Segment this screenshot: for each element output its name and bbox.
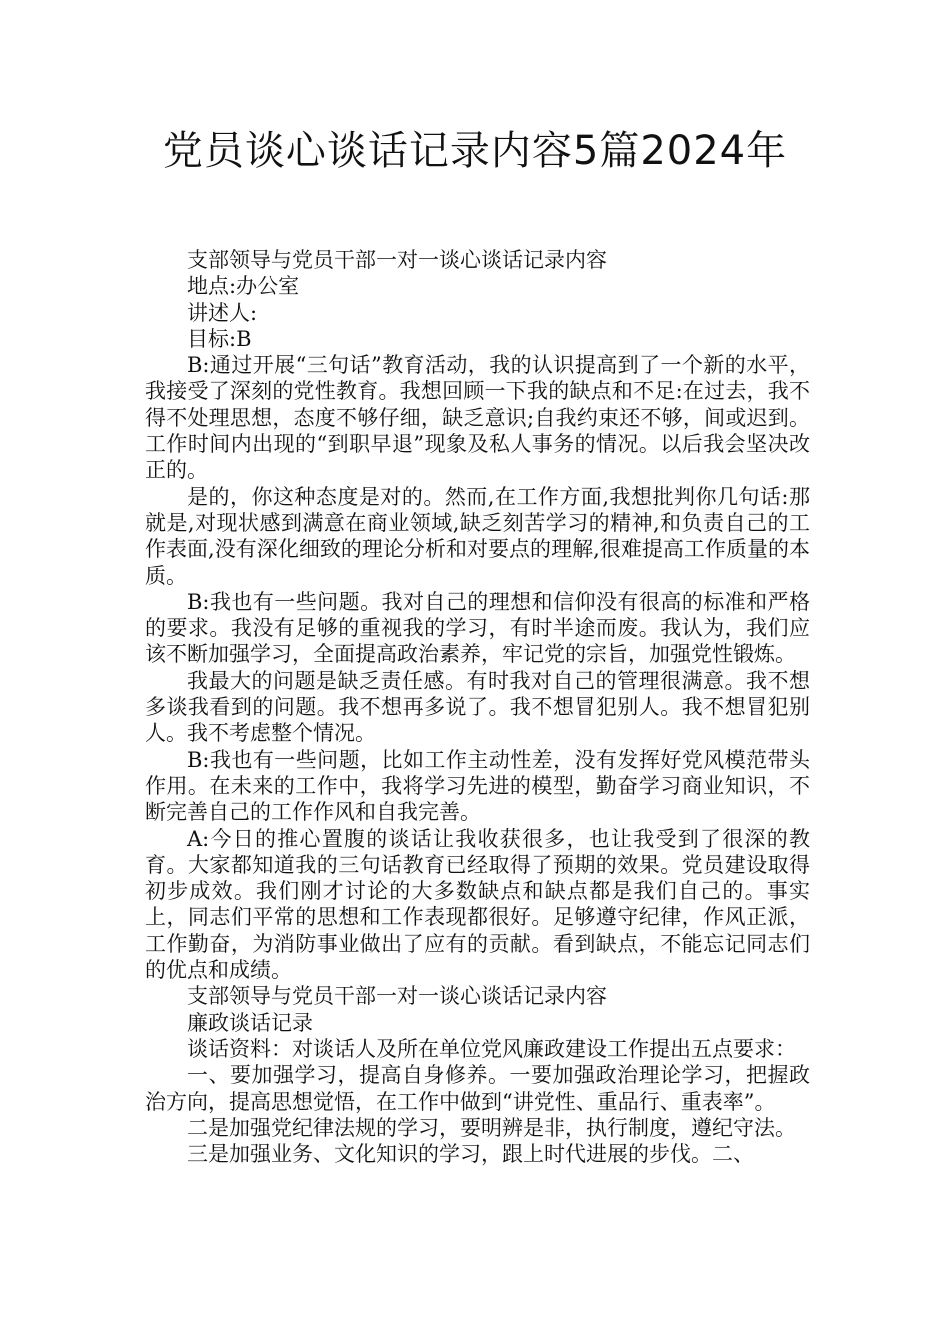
document-body	[145, 247, 810, 1167]
paragraph: 支部领导与党员干部一对一谈心谈话记录内容	[187, 984, 607, 1009]
paragraph: 一、要加强学习，提高自身修养。一要加强政治理论学习，把握政治方向，提高思想觉悟，在工作中做到“讲党性、重品行、重表率”。	[145, 1063, 810, 1114]
paragraph: 三是加强业务、文化知识的学习，跟上时代进展的步伐。二、	[187, 1142, 754, 1167]
paragraph: 谈话资料：对谈话人及所在单位党风廉政建设工作提出五点要求：	[187, 1036, 796, 1061]
paragraph: 支部领导与党员干部一对一谈心谈话记录内容	[187, 248, 607, 272]
paragraph: B:通过开展“三句话”教育活动，我的认识提高到了一个新的水平，我接受了深刻的党性教育。我想回顾一下我的缺点和不足:在过去，我不得不处理思想，态度不够仔细，缺乏意识;自我约束还不够，间或迟到。工作时间内出现的“到职早退”现象及私人事务的情况。以后我会坚决改正的。	[145, 353, 810, 483]
document-title: 党员谈心谈话记录内容5篇2024年	[162, 128, 788, 174]
paragraph: 讲述人:	[187, 300, 258, 325]
paragraph: B:我也有一些问题。我对自己的理想和信仰没有很高的标准和严格的要求。我没有足够的重视我的学习，有时半途而废。我认为，我们应该不断加强学习，全面提高政治素养，牢记党的宗旨，加强党性锻炼。	[145, 589, 810, 667]
paragraph: 我最大的问题是缺乏责任感。有时我对自己的管理很满意。我不想多谈我看到的问题。我不想再多说了。我不想冒犯别人。我不想冒犯别人。我不考虑整个情况。	[145, 668, 810, 746]
paragraph: 是的，你这种态度是对的。然而,在工作方面,我想批判你几句话:那就是,对现状感到满意在商业领域,缺乏刻苦学习的精神,和负责自己的工作表面,没有深化细致的理论分析和对要点的理解,很难提高工作质量的本质。	[145, 484, 810, 588]
paragraph: 廉政谈话记录	[187, 1010, 313, 1035]
paragraph: A:今日的推心置腹的谈话让我收获很多，也让我受到了很深的教育。大家都知道我的三句话教育已经取得了预期的效果。党员建设取得初步成效。我们刚才讨论的大多数缺点和缺点都是我们自己的。事实上，同志们平常的思想和工作表现都很好。足够遵守纪律，作风正派，工作勤奋，为消防事业做出了应有的贡献。看到缺点，不能忘记同志们的优点和成绩。	[145, 826, 810, 983]
paragraph: 二是加强党纪律法规的学习，要明辨是非，执行制度，遵纪守法。	[187, 1115, 796, 1140]
paragraph: B:我也有一些问题，比如工作主动性差，没有发挥好党风模范带头作用。在未来的工作中，我将学习先进的模型，勤奋学习商业知识，不断完善自己的工作作风和自我完善。	[145, 747, 810, 825]
paragraph: 目标:B	[187, 326, 252, 351]
paragraph: 地点:办公室	[187, 274, 300, 299]
